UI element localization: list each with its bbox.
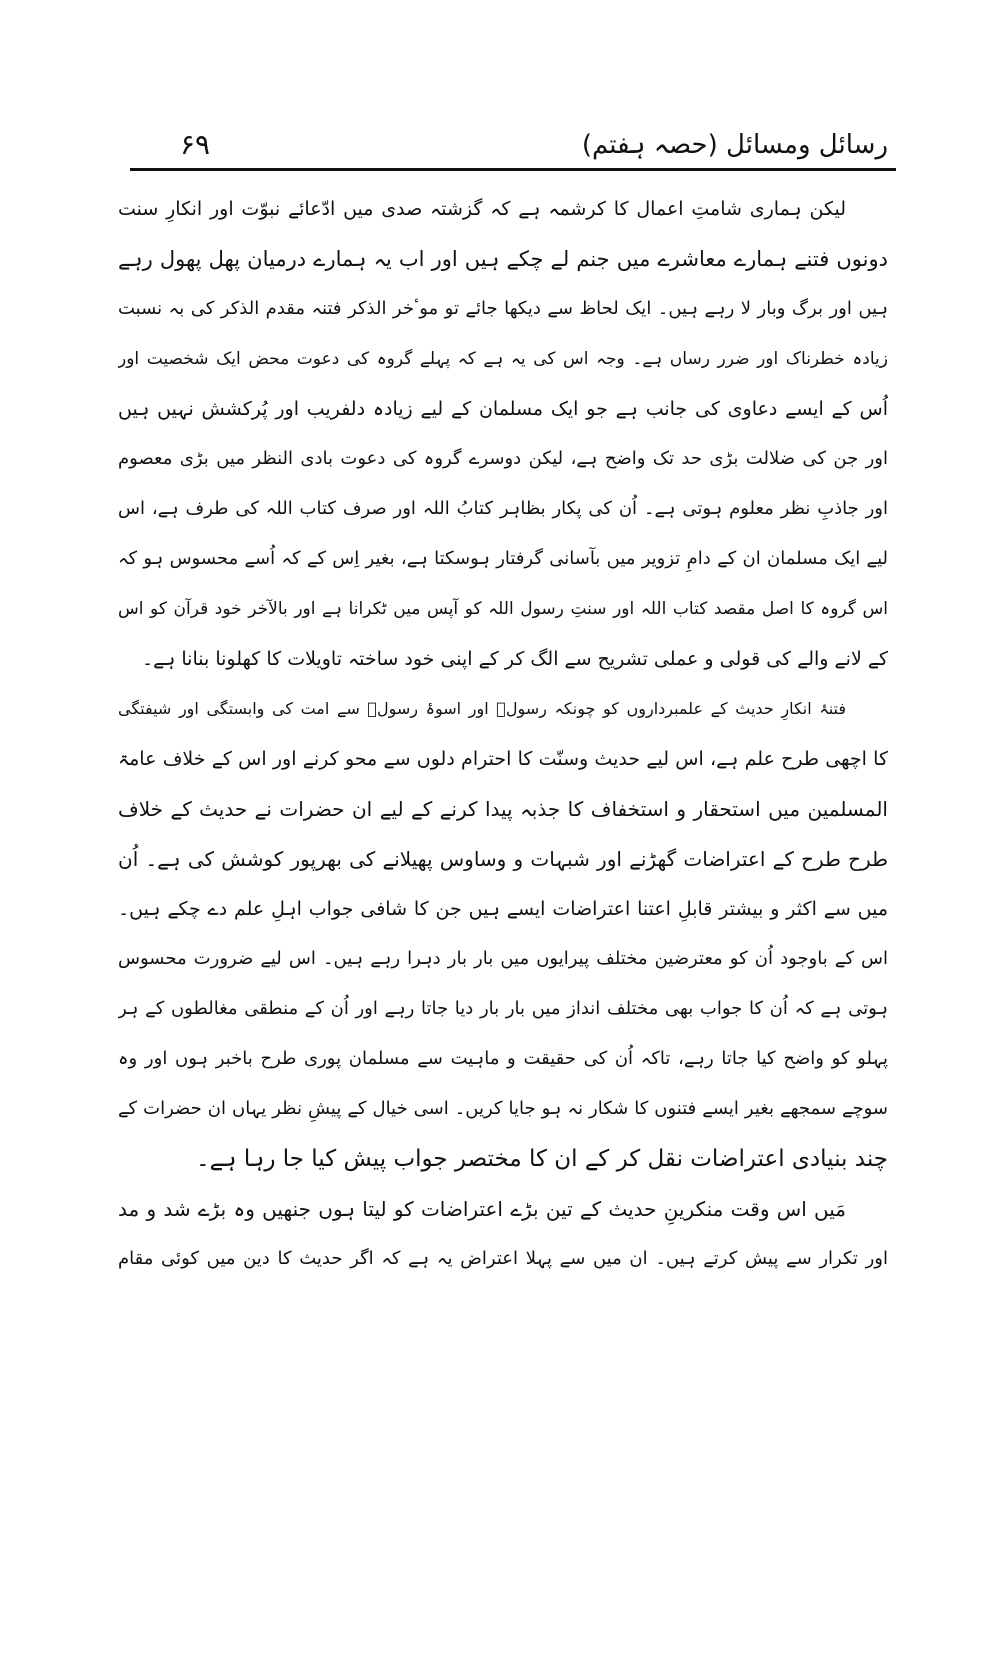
- text-line: پہلو کو واضح کیا جاتا رہے، تاکہ اُن کی حقیقت و ماہیت سے مسلمان پوری طرح باخبر ہوں اور وہ: [118, 1048, 888, 1069]
- text-line: ہوتی ہے کہ اُن کا جواب بھی مختلف انداز میں بار بار دیا جاتا رہے اور اُن کے منطقی مغالطوں کے ہر: [118, 998, 888, 1019]
- text-line: لیکن ہماری شامتِ اعمال کا کرشمہ ہے کہ گزشتہ صدی میں ادّعائے نبوّت اور انکارِ سنت: [118, 198, 846, 220]
- text-line: اس کے باوجود اُن کو معترضین مختلف پیرایوں میں بار بار دہرا رہے ہیں۔ اس لیے ضرورت محسوس: [118, 948, 888, 969]
- body-text: [118, 184, 888, 1284]
- text-line: اور تکرار سے پیش کرتے ہیں۔ ان میں سے پہلا اعتراض یہ ہے کہ اگر حدیث کا دین میں کوئی مقام: [118, 1248, 888, 1269]
- running-header: [140, 128, 888, 168]
- text-line: اس گروہ کا اصل مقصد کتاب اللہ اور سنتِ رسول اللہ کو آپس میں ٹکرانا ہے اور بالآخر خود قرآن کو اس: [118, 599, 888, 619]
- text-line: کے لانے والے کی قولی و عملی تشریح سے الگ کر کے اپنی خود ساختہ تاویلات کا کھلونا بنانا ہے۔: [141, 648, 888, 670]
- text-line: المسلمین میں استحقار و استخفاف کا جذبہ پیدا کرنے کے لیے ان حضرات نے حدیث کے خلاف: [118, 797, 888, 821]
- page-number: ۶۹: [180, 128, 211, 161]
- text-line: فتنۂ انکارِ حدیث کے علمبرداروں کو چونکہ رسولؐ اور اسوۂ رسولؐ سے امت کی وابستگی اور شیفتگی: [118, 699, 846, 718]
- text-line: زیادہ خطرناک اور ضرر رساں ہے۔ وجہ اس کی یہ ہے کہ پہلے گروہ کی دعوت محض ایک شخصیت اور: [118, 349, 888, 369]
- text-line: طرح طرح کے اعتراضات گھڑنے اور شبہات و وساوس پھیلانے کی بھرپور کوشش کی ہے۔ اُن: [118, 847, 888, 871]
- text-line: مَیں اس وقت منکرینِ حدیث کے تین بڑے اعتراضات کو لیتا ہوں جنھیں وہ بڑے شد و مد: [118, 1197, 846, 1221]
- text-line: کا اچھی طرح علم ہے، اس لیے حدیث وسنّت کا احترام دلوں سے محو کرنے اور اس کے خلاف عامۃ: [118, 748, 888, 770]
- text-line: اور جن کی ضلالت بڑی حد تک واضح ہے، لیکن دوسرے گروہ کی دعوت بادی النظر میں بڑی معصوم: [118, 448, 888, 469]
- text-line: لیے ایک مسلمان ان کے دامِ تزویر میں بآسانی گرفتار ہوسکتا ہے، بغیر اِس کے کہ اُسے محسوس ہو کہ: [118, 548, 888, 569]
- book-title: رسائل ومسائل (حصہ ہفتم): [581, 130, 888, 160]
- header-rule: [130, 168, 896, 171]
- text-line: چند بنیادی اعتراضات نقل کر کے ان کا مختصر جواب پیش کیا جا رہا ہے۔: [196, 1146, 888, 1172]
- text-line: سوچے سمجھے بغیر ایسے فتنوں کا شکار نہ ہو جایا کریں۔ اسی خیال کے پیشِ نظر یہاں ان حضرات کے: [118, 1098, 888, 1119]
- text-line: میں سے اکثر و بیشتر قابلِ اعتنا اعتراضات ایسے ہیں جن کا شافی جواب اہلِ علم دے چکے ہیں۔: [118, 898, 888, 920]
- text-line: اُس کے ایسے دعاوی کی جانب ہے جو ایک مسلمان کے لیے زیادہ دلفریب اور پُرکشش نہیں ہیں: [118, 398, 888, 420]
- text-line: اور جاذبِ نظر معلوم ہوتی ہے۔ اُن کی پکار بظاہر کتابُ اللہ اور صرف کتاب اللہ کی طرف ہے، اس: [118, 498, 888, 519]
- text-line: ہیں اور برگ وبار لا رہے ہیں۔ ایک لحاظ سے دیکھا جائے تو موٴخر الذکر فتنہ مقدم الذکر کی بہ نسبت: [118, 298, 888, 319]
- text-line: دونوں فتنے ہمارے معاشرے میں جنم لے چکے ہیں اور اب یہ ہمارے درمیان پھل پھول رہے: [118, 247, 888, 271]
